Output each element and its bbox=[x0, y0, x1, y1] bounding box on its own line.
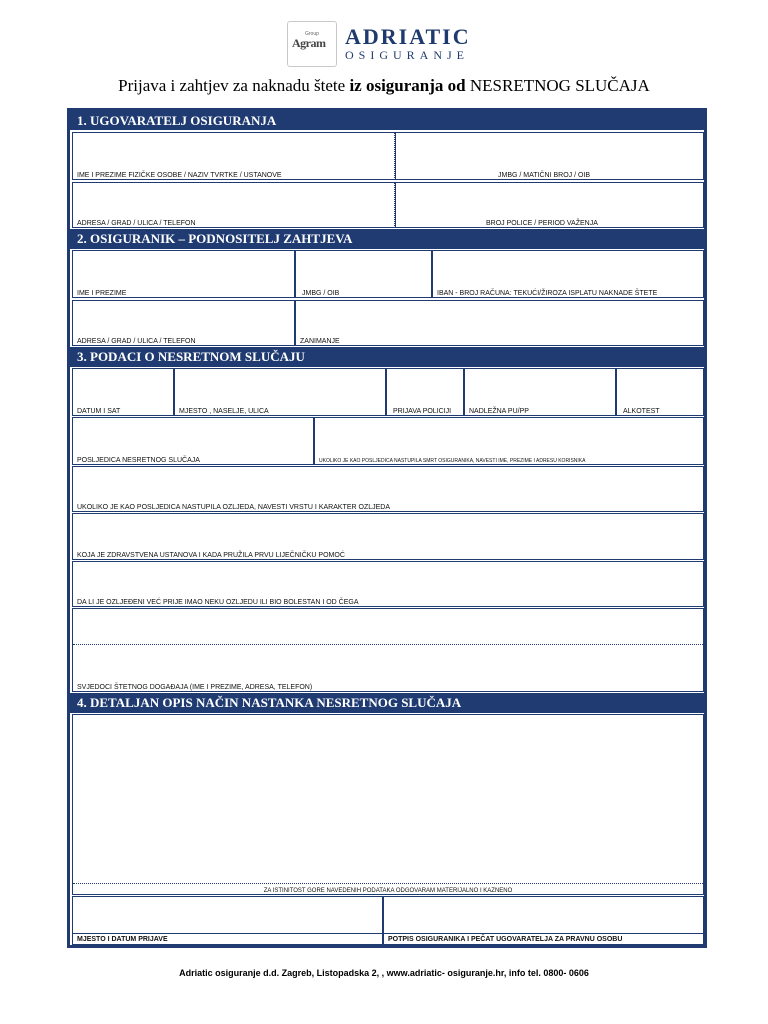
s2-name-label: IME I PREZIME bbox=[77, 290, 127, 297]
s1-address-label: ADRESA / GRAD / ULICA / TELEFON bbox=[77, 220, 196, 227]
section-1-header: 1. UGOVARATELJ OSIGURANJA bbox=[70, 111, 704, 130]
s2-jmbg-label: JMBG / OIB bbox=[302, 290, 340, 297]
title-part-2: iz osiguranja od bbox=[349, 76, 466, 95]
s4-place-divider bbox=[73, 933, 382, 934]
s4-truth-label: ZA ISTINITOST GORE NAVEDENIH PODATAKA ODGOVARAM MATERIJALNO I KAZNENO bbox=[263, 888, 513, 894]
s1-name-field[interactable] bbox=[72, 132, 395, 180]
s3-death-label: UKOLIKO JE KAO POSLJEDICA NASTUPILA SMRT OSIGURANIKA, NAVESTI IME, PREZIME I ADRESU KORISNIKA bbox=[319, 458, 586, 464]
logo-brand: ADRIATIC bbox=[345, 24, 471, 49]
s4-description-field[interactable] bbox=[72, 714, 704, 895]
s1-address-field[interactable] bbox=[72, 182, 395, 228]
s3-witnesses-divider bbox=[73, 644, 703, 645]
s3-consequence-label: POSLJEDICA NESRETNOG SLUČAJA bbox=[77, 457, 200, 464]
section-3-header: 3. PODACI O NESRETNOM SLUČAJU bbox=[70, 347, 704, 367]
s3-medical-help-label: KOJA JE ZDRAVSTVENA USTANOVA I KADA PRUŽILA PRVU LIJEČNIČKU POMOĆ bbox=[77, 552, 345, 559]
s3-witnesses-field[interactable] bbox=[72, 608, 704, 692]
s1-name-label: IME I PREZIME FIZIČKE OSOBE / NAZIV TVRTKE / USTANOVE bbox=[77, 172, 282, 179]
s3-injury-field[interactable] bbox=[72, 466, 704, 512]
s2-job-label: ZANIMANJE bbox=[300, 338, 340, 345]
form-title bbox=[0, 76, 768, 96]
s3-injury-label: UKOLIKO JE KAO POSLJEDICA NASTUPILA OZLJEDA, NAVESTI VRSTU I KARAKTER OZLJEDA bbox=[77, 504, 391, 511]
footer-contact: Adriatic osiguranje d.d. Zagreb, Listopadska 2, , www.adriatic- osiguranje.hr, info tel. 0800- 0606 bbox=[179, 968, 589, 978]
agram-logo-box bbox=[287, 21, 337, 67]
s3-previous-injury-label: DA LI JE OZLJEĐENI VEĆ PRIJE IMAO NEKU OZLJEDU ILI BIO BOLESTAN I OD ČEGA bbox=[77, 599, 359, 606]
s2-iban-label: IBAN - BROJ RAČUNA: TEKUĆI/ŽIROZA ISPLATU NAKNADE ŠTETE bbox=[437, 290, 658, 297]
s3-date-field[interactable] bbox=[72, 368, 174, 416]
logo-agram-text: Agram bbox=[292, 36, 326, 50]
s2-name-field[interactable] bbox=[72, 250, 295, 298]
s2-iban-field[interactable] bbox=[432, 250, 704, 298]
s2-jmbg-field[interactable] bbox=[295, 250, 432, 298]
s2-address-label: ADRESA / GRAD / ULICA / TELEFON bbox=[77, 338, 196, 345]
s4-signature-label: POTPIS OSIGURANIKA I PEČAT UGOVARATELJA ZA PRAVNU OSOBU bbox=[388, 936, 623, 943]
logo-sub: OSIGURANJE bbox=[345, 48, 470, 62]
s3-medical-help-field[interactable] bbox=[72, 513, 704, 560]
company-logo bbox=[287, 21, 471, 67]
s1-policy-label: BROJ POLICE / PERIOD VAŽENJA bbox=[486, 220, 598, 227]
logo-wordmark bbox=[345, 26, 471, 62]
title-part-3: NESRETNOG SLUČAJA bbox=[465, 76, 650, 95]
s3-consequence-field[interactable] bbox=[72, 417, 314, 465]
title-part-1: Prijava i zahtjev za naknadu štete bbox=[118, 76, 350, 95]
s3-police-field[interactable] bbox=[386, 368, 464, 416]
s3-pu-field[interactable] bbox=[464, 368, 616, 416]
section-4-header: 4. DETALJAN OPIS NAČIN NASTANKA NESRETNOG SLUČAJA bbox=[70, 693, 704, 713]
s2-address-field[interactable] bbox=[72, 300, 295, 346]
claim-form bbox=[67, 108, 707, 948]
s3-previous-injury-field[interactable] bbox=[72, 561, 704, 607]
s3-alcotest-field[interactable] bbox=[616, 368, 704, 416]
s4-place-date-field[interactable] bbox=[72, 896, 383, 945]
s4-description-divider bbox=[73, 883, 703, 884]
s3-date-label: DATUM I SAT bbox=[77, 408, 121, 415]
s3-death-field[interactable] bbox=[314, 417, 704, 465]
s2-job-field[interactable] bbox=[295, 300, 704, 346]
s1-policy-field[interactable] bbox=[395, 182, 704, 228]
logo-group-text: Group bbox=[305, 31, 319, 37]
s3-pu-label: NADLEŽNA PU/PP bbox=[469, 408, 529, 415]
s3-place-label: MJESTO , NASELJE, ULICA bbox=[179, 408, 269, 415]
section-2-header: 2. OSIGURANIK – PODNOSITELJ ZAHTJEVA bbox=[70, 229, 704, 249]
s3-police-label: PRIJAVA POLICIJI bbox=[393, 408, 452, 415]
s4-signature-divider bbox=[384, 933, 703, 934]
s4-place-label: MJESTO I DATUM PRIJAVE bbox=[77, 936, 168, 943]
s1-jmbg-field[interactable] bbox=[395, 132, 704, 180]
s3-alcotest-label: ALKOTEST bbox=[623, 408, 660, 415]
s3-place-field[interactable] bbox=[174, 368, 386, 416]
s3-witnesses-label: SVJEDOCI ŠTETNOG DOGAĐAJA (IME I PREZIME, ADRESA, TELEFON) bbox=[77, 684, 313, 691]
s1-jmbg-label: JMBG / MATIČNI BROJ / OIB bbox=[498, 172, 591, 179]
s4-signature-field[interactable] bbox=[383, 896, 704, 945]
